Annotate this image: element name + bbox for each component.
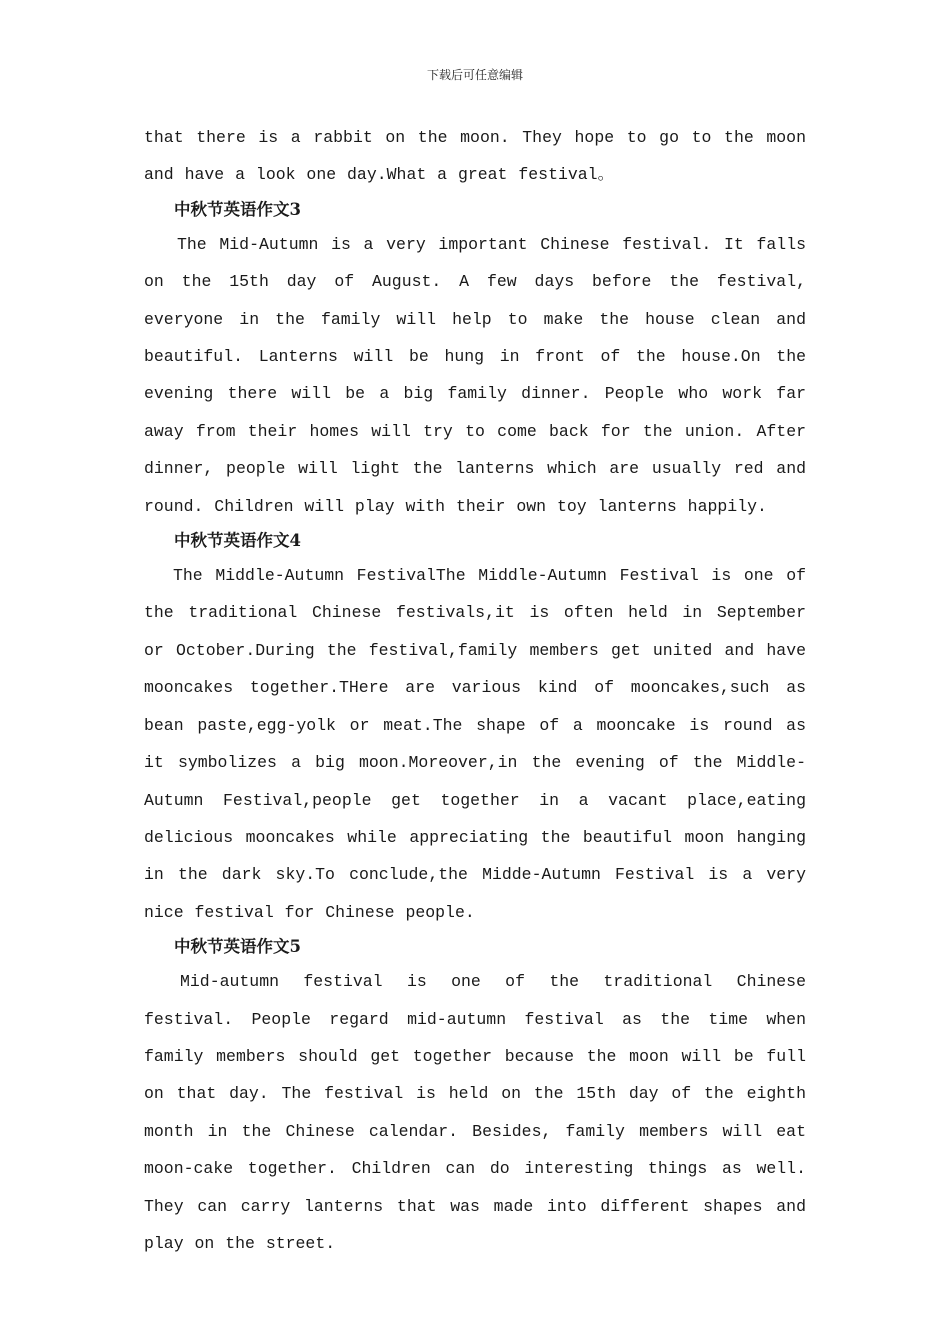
essay-5-title: 中秋节英语作文5 xyxy=(174,937,301,957)
essay-4-title: 中秋节英语作文4 xyxy=(174,531,301,551)
essay-4-body: The Middle-Autumn FestivalThe Middle-Autumn Festival is one of the traditional Chinese festivals,it is often held in September or October.During the festival,family members get united and have mooncakes together.THere are various kind of mooncakes,such as bean paste,egg-yolk or meat.The shape of a mooncake is round as it symbolizes a big moon.Moreover,in the evening of the Middle-Autumn Festival,people get together in a vacant place,eating delicious mooncakes while appreciating the beautiful moon hanging in the dark sky.To conclude,the Midde-Autumn Festival is a very nice festival for Chinese people. xyxy=(144,566,806,922)
document-body xyxy=(144,119,806,1262)
page-header: 下载后可任意编辑 xyxy=(426,68,523,82)
essay-3-body: The Mid-Autumn is a very important Chinese festival. It falls on the 15th day of August. A few days before the festival, everyone in the family will help to make the house clean and beautiful. Lanterns will be hung in front of the house.On the evening there will be a big family dinner. People who work far away from their homes will try to come back for the union. After dinner, people will light the lanterns which are usually red and round. Children will play with their own toy lanterns happily. xyxy=(144,234,806,516)
intro-paragraph-tail: that there is a rabbit on the moon. They hope to go to the moon and have a look one day.What a great festival。 xyxy=(144,128,806,185)
essay-5-body: Mid-autumn festival is one of the traditional Chinese festival. People regard mid-autumn festival as the time when family members should get together because the moon will be full on that day. The festival is held on the 15th day of the eighth month in the Chinese calendar. Besides, family members will eat moon-cake together. Children can do interesting things as well. They can carry lanterns that was made into different shapes and play on the street. xyxy=(144,972,806,1253)
essay-3-title: 中秋节英语作文3 xyxy=(174,199,301,219)
